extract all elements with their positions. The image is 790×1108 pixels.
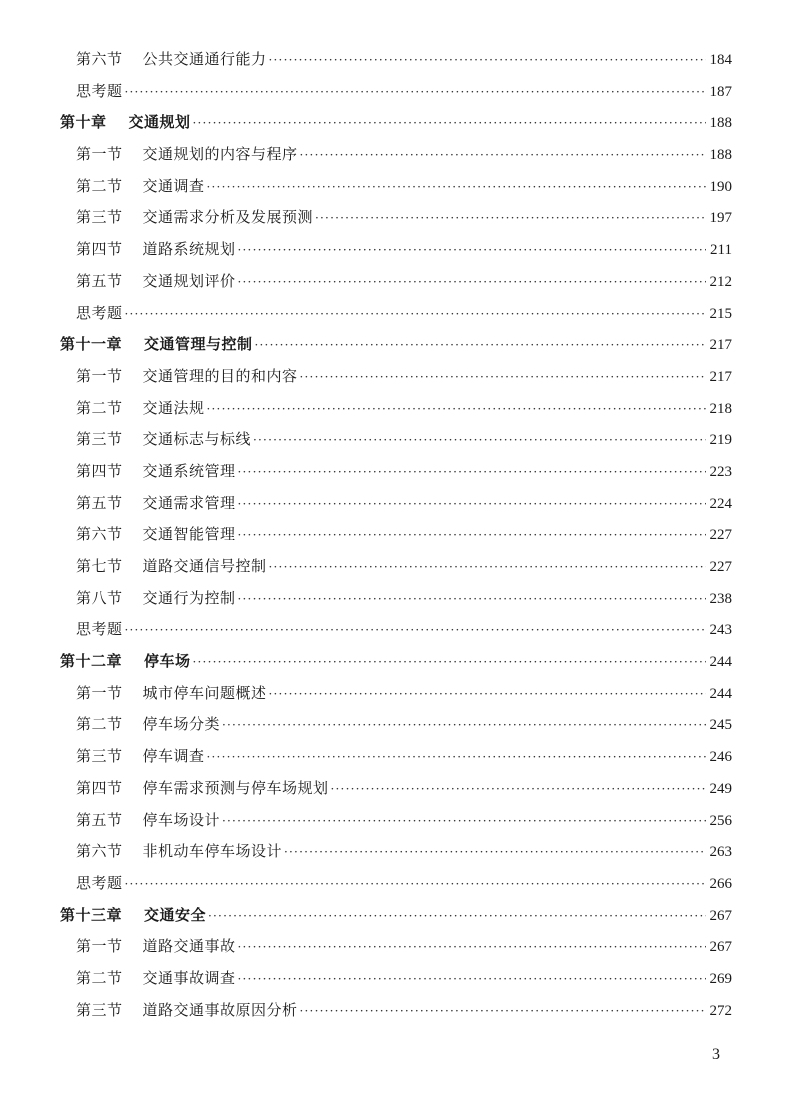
- toc-chapter-entry: [60, 900, 732, 932]
- entry-title: 交通需求分析及发展预测: [142, 208, 314, 227]
- dot-leader: [125, 615, 706, 647]
- entry-title: 交通标志与标线: [142, 430, 252, 449]
- dot-leader: [238, 457, 706, 489]
- toc-section-entry: [60, 551, 732, 583]
- toc-section-entry: [60, 361, 732, 393]
- entry-title: 思考题: [76, 303, 123, 322]
- toc-section-entry: [60, 202, 732, 234]
- entry-number: 第七节: [76, 557, 123, 575]
- toc-section-entry: [60, 583, 732, 615]
- entry-number: 第一节: [76, 683, 123, 702]
- dot-leader: [300, 140, 706, 172]
- toc-section-entry: [60, 995, 732, 1027]
- entry-page-number: 218: [709, 400, 732, 417]
- dot-leader: [207, 742, 706, 774]
- entry-page-number: 184: [709, 52, 732, 68]
- entry-number: 第五节: [76, 271, 123, 290]
- entry-page-number: 246: [709, 749, 732, 766]
- entry-number: 第六节: [76, 525, 123, 544]
- entry-page-number: 267: [709, 907, 732, 924]
- entry-title: 道路系统规划: [142, 240, 236, 259]
- dot-leader: [238, 520, 706, 552]
- entry-page-number: 223: [709, 463, 732, 480]
- entry-page-number: 215: [709, 305, 732, 322]
- dot-leader: [125, 77, 706, 109]
- entry-page-number: 187: [709, 83, 732, 100]
- toc-section-entry: [60, 741, 732, 773]
- entry-number: 第一节: [76, 366, 123, 385]
- entry-page-number: 256: [709, 812, 732, 829]
- entry-number: 第十章: [60, 113, 107, 132]
- dot-leader: [238, 584, 706, 616]
- entry-title: 交通调查: [142, 176, 205, 195]
- dot-leader: [269, 552, 706, 584]
- entry-title: 停车场设计: [142, 810, 221, 829]
- entry-title: 思考题: [76, 81, 123, 100]
- toc-section-entry: [60, 171, 732, 203]
- dot-leader: [207, 172, 706, 204]
- toc-section-entry: [60, 709, 732, 741]
- entry-page-number: 227: [709, 527, 732, 544]
- toc-section-entry: [60, 805, 732, 837]
- dot-leader: [238, 964, 706, 996]
- entry-number: 第二节: [76, 968, 123, 987]
- entry-number: 第四节: [76, 461, 123, 480]
- entry-number: 第二节: [76, 715, 123, 734]
- entry-page-number: 267: [709, 939, 732, 956]
- dot-leader: [238, 489, 706, 521]
- entry-number: 第四节: [76, 778, 123, 797]
- entry-page-number: 272: [709, 1002, 732, 1019]
- toc-chapter-entry: [60, 329, 732, 361]
- entry-number: 第八节: [76, 588, 123, 607]
- toc-section-entry: [60, 139, 732, 171]
- entry-number: 第四节: [76, 240, 123, 259]
- entry-title: 停车场分类: [142, 715, 221, 734]
- entry-title: 交通事故调查: [142, 968, 236, 987]
- dot-leader: [222, 710, 705, 742]
- dot-leader: [315, 203, 705, 235]
- entry-page-number: 245: [709, 717, 732, 734]
- toc-section-entry: [60, 234, 732, 266]
- toc-section-entry: [60, 424, 732, 456]
- entry-page-number: 197: [709, 210, 732, 227]
- entry-number: 第三节: [76, 208, 123, 227]
- dot-leader: [300, 996, 706, 1028]
- entry-title: 道路交通事故原因分析: [142, 1000, 298, 1019]
- toc-section-entry: [60, 678, 732, 710]
- page-number: 3: [712, 1046, 720, 1063]
- entry-page-number: 227: [709, 559, 732, 575]
- entry-page-number: 224: [709, 495, 732, 512]
- entry-page-number: 244: [709, 685, 732, 702]
- entry-number: 第五节: [76, 810, 123, 829]
- toc-section-entry: [60, 456, 732, 488]
- entry-number: 第一节: [76, 145, 123, 164]
- entry-title: 停车场: [144, 652, 191, 671]
- entry-title: 交通规划评价: [142, 271, 236, 290]
- dot-leader: [269, 45, 706, 77]
- entry-page-number: 190: [709, 178, 732, 195]
- entry-number: 第三节: [76, 1000, 123, 1019]
- entry-title: 停车调查: [142, 747, 205, 766]
- entry-title: 交通系统管理: [142, 461, 236, 480]
- entry-page-number: 188: [709, 115, 732, 132]
- entry-page-number: 243: [709, 622, 732, 639]
- entry-title: 思考题: [76, 620, 123, 639]
- entry-title: 交通行为控制: [142, 588, 236, 607]
- dot-leader: [238, 267, 706, 299]
- dot-leader: [253, 425, 705, 457]
- entry-page-number: 238: [709, 590, 732, 607]
- entry-page-number: 269: [709, 970, 732, 987]
- entry-number: 第三节: [76, 430, 123, 449]
- entry-title: 道路交通信号控制: [142, 557, 267, 575]
- entry-page-number: 263: [709, 844, 732, 861]
- toc-section-entry: [60, 931, 732, 963]
- entry-page-number: 219: [709, 432, 732, 449]
- entry-number: 第六节: [76, 50, 123, 68]
- entry-title: 交通管理的目的和内容: [142, 366, 298, 385]
- entry-title: 道路交通事故: [142, 937, 236, 956]
- entry-title: 交通管理与控制: [144, 335, 253, 354]
- entry-title: 交通安全: [144, 905, 207, 924]
- entry-title: 停车需求预测与停车场规划: [142, 778, 329, 797]
- entry-number: 第一节: [76, 937, 123, 956]
- dot-leader: [255, 330, 706, 362]
- entry-number: 第十二章: [60, 652, 123, 671]
- entry-number: 第六节: [76, 842, 123, 861]
- entry-page-number: 244: [709, 654, 732, 671]
- dot-leader: [300, 362, 706, 394]
- toc-section-entry: [60, 963, 732, 995]
- entry-page-number: 266: [709, 875, 732, 892]
- entry-title: 城市停车问题概述: [142, 683, 267, 702]
- dot-leader: [269, 679, 706, 711]
- entry-number: 第十三章: [60, 905, 123, 924]
- toc-section-entry: [60, 76, 732, 108]
- entry-number: 第三节: [76, 747, 123, 766]
- toc-section-entry: [60, 298, 732, 330]
- entry-page-number: 249: [709, 780, 732, 797]
- toc-chapter-entry: [60, 107, 732, 139]
- dot-leader: [238, 932, 706, 964]
- entry-title: 非机动车停车场设计: [142, 842, 283, 861]
- dot-leader: [193, 647, 706, 679]
- dot-leader: [125, 299, 706, 331]
- entry-title: 交通规划: [128, 113, 191, 132]
- entry-page-number: 211: [710, 242, 732, 259]
- entry-page-number: 188: [709, 147, 732, 164]
- entry-page-number: 212: [709, 273, 732, 290]
- entry-number: 第二节: [76, 398, 123, 417]
- entry-title: 交通法规: [142, 398, 205, 417]
- entry-title: 交通规划的内容与程序: [142, 145, 298, 164]
- toc-chapter-entry: [60, 646, 732, 678]
- dot-leader: [207, 394, 706, 426]
- toc-section-entry: [60, 393, 732, 425]
- entry-title: 交通智能管理: [142, 525, 236, 544]
- entry-page-number: 217: [709, 337, 732, 354]
- dot-leader: [238, 235, 707, 267]
- dot-leader: [208, 901, 705, 933]
- toc-section-entry: [60, 868, 732, 900]
- dot-leader: [222, 806, 705, 838]
- table-of-contents: [60, 44, 732, 1026]
- entry-title: 思考题: [76, 873, 123, 892]
- toc-section-entry: [60, 519, 732, 551]
- entry-page-number: 217: [709, 368, 732, 385]
- dot-leader: [284, 837, 705, 869]
- toc-section-entry: [60, 44, 732, 76]
- entry-title: 交通需求管理: [142, 493, 236, 512]
- toc-section-entry: [60, 773, 732, 805]
- entry-number: 第二节: [76, 176, 123, 195]
- dot-leader: [193, 108, 706, 140]
- entry-title: 公共交通通行能力: [142, 50, 267, 68]
- toc-section-entry: [60, 614, 732, 646]
- dot-leader: [331, 774, 706, 806]
- entry-number: 第十一章: [60, 335, 123, 354]
- dot-leader: [125, 869, 706, 901]
- entry-number: 第五节: [76, 493, 123, 512]
- toc-section-entry: [60, 488, 732, 520]
- toc-section-entry: [60, 836, 732, 868]
- toc-section-entry: [60, 266, 732, 298]
